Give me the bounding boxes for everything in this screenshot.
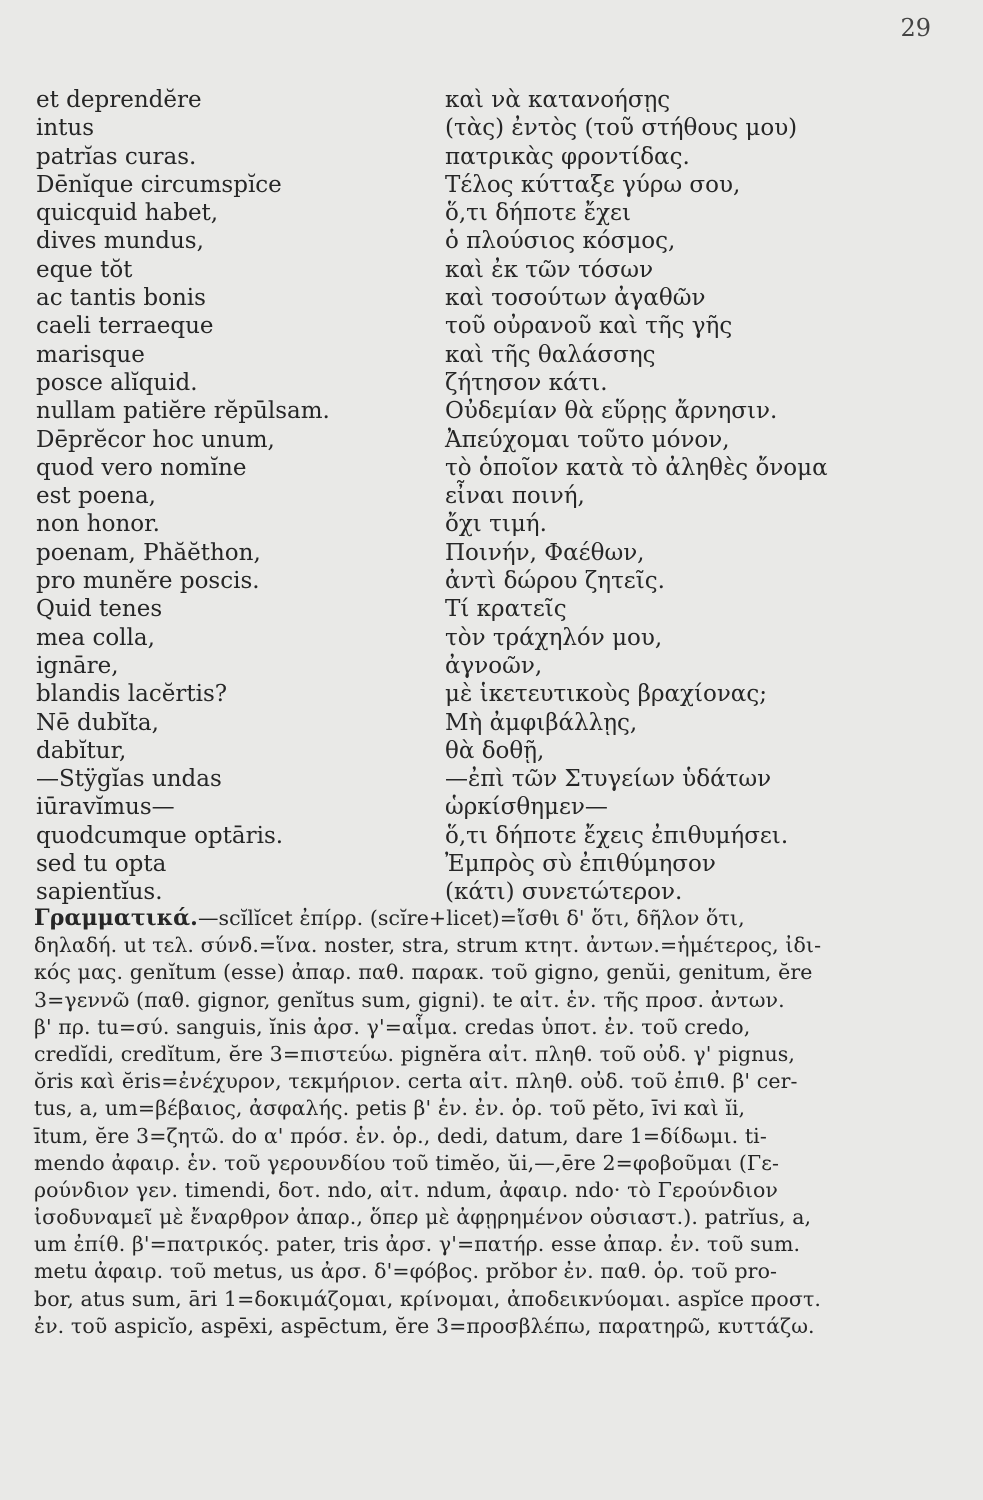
- greek-line: καὶ νὰ κατανοήσῃς: [445, 87, 671, 113]
- latin-line: Dēnĭque circumspĭce: [36, 171, 282, 198]
- greek-line: καὶ ἐκ τῶν τόσων: [445, 256, 654, 283]
- latin-line: ac tantis bonis: [36, 285, 206, 312]
- latin-line: sapientĭus.: [36, 879, 163, 906]
- latin-line: —Stÿgĭas undas: [36, 766, 222, 793]
- greek-line: ἀντὶ δώρου ζητεῖς.: [445, 568, 665, 595]
- greek-line: ὡρκίσθημεν—: [445, 794, 608, 821]
- greek-line: καὶ τῆς θαλάσσης: [445, 341, 656, 368]
- latin-line: dives mundus,: [36, 228, 204, 255]
- latin-line: caeli terraeque: [36, 313, 214, 340]
- grammar-note-text: δηλαδή. ut τελ. σύνδ.=ἵνα. noster, stra, strum κτητ. ἀντων.=ἡμέτερος, ἰδι-: [34, 933, 822, 958]
- grammar-notes: [34, 905, 954, 1340]
- grammar-note-text: tus, a, um=βέβαιος, ἀσφαλής. petis β' ἑν. ἐν. ὁρ. τοῦ pĕto, īvi καὶ ĭi,: [34, 1096, 746, 1121]
- latin-line: Nē dubĭta,: [36, 709, 159, 736]
- greek-line: ὅ,τι δήποτε ἔχεις ἐπιθυμήσει.: [445, 822, 789, 849]
- greek-line: ἀγνοῶν,: [445, 652, 543, 679]
- latin-line: sed tu opta: [36, 851, 167, 878]
- greek-line: Τέλος κύτταξε γύρω σου,: [445, 171, 741, 198]
- latin-line: dabĭtur,: [36, 737, 127, 764]
- latin-line: posce alĭquid.: [36, 369, 198, 396]
- grammar-note-text: um ἐπίθ. β'=πατρικός. pater, tris ἀρσ. γ'=πατήρ. esse ἀπαρ. ἐν. τοῦ sum.: [34, 1232, 801, 1257]
- grammar-note-line: [34, 1177, 954, 1204]
- grammar-note-line: [34, 987, 954, 1014]
- grammar-note-text: bor, atus sum, āri 1=δοκιμάζομαι, κρίνομαι, ἀποδεικνύομαι. aspĭce προστ.: [34, 1286, 822, 1311]
- grammar-note-line: [34, 1313, 954, 1340]
- greek-line: τοῦ οὐρανοῦ καὶ τῆς γῆς: [445, 313, 733, 340]
- grammar-note-line: [34, 1286, 954, 1313]
- greek-line: ὁ πλούσιος κόσμος,: [445, 228, 676, 255]
- latin-line: quod vero nomĭne: [36, 454, 247, 481]
- greek-line: ὄχι τιμή.: [445, 511, 547, 538]
- greek-line: θὰ δοθῇ,: [445, 737, 545, 764]
- grammar-note-text: κός μας. genĭtum (esse) ἀπαρ. παθ. παρακ. τοῦ gigno, genŭi, genitum, ĕre: [34, 960, 813, 985]
- grammar-note-text: —scĭlĭcet ἐπίρρ. (scĭre+licet)=ἴσθι δ' ὅτι, δῆλον ὅτι,: [197, 906, 745, 930]
- greek-line: τὸν τράχηλόν μου,: [445, 624, 663, 651]
- latin-line: iūravĭmus—: [36, 794, 175, 821]
- greek-line: (κάτι) συνετώτερον.: [445, 879, 683, 906]
- greek-line: (τὰς) ἐντὸς (τοῦ στήθους μου): [445, 115, 798, 142]
- greek-line: Μὴ ἀμφιβάλλῃς,: [445, 709, 638, 736]
- grammar-note-line: [34, 1204, 954, 1231]
- latin-line: quicquid habet,: [36, 200, 219, 227]
- latin-line: intus: [36, 115, 95, 142]
- grammar-note-line: [34, 1041, 954, 1068]
- latin-line: et deprendĕre: [36, 87, 202, 113]
- greek-line: εἶναι ποινή,: [445, 483, 585, 510]
- grammar-note-line: [34, 1068, 954, 1095]
- grammar-note-text: ἰσοδυναμεῖ μὲ ἔναρθρον ἀπαρ., ὅπερ μὲ ἀφῃρημένον οὐσιαστ.). patrĭus, a,: [34, 1205, 812, 1230]
- latin-line: ignāre,: [36, 652, 119, 679]
- latin-line: patrĭas curas.: [36, 143, 197, 170]
- greek-line: Τί κρατεῖς: [445, 596, 567, 623]
- greek-line: Ἐμπρὸς σὺ ἐπιθύμησον: [445, 851, 716, 878]
- grammar-note-text: ītum, ĕre 3=ζητῶ. do α' πρόσ. ἑν. ὁρ., dedi, datum, dare 1=δίδωμι. ti-: [34, 1123, 767, 1148]
- grammar-note-line: [34, 932, 954, 959]
- grammar-note-line: [34, 1095, 954, 1122]
- page-number: 29: [900, 14, 931, 42]
- greek-line: καὶ τοσούτων ἀγαθῶν: [445, 285, 706, 312]
- grammar-note-text: ἐν. τοῦ aspicĭo, aspēxi, aspēctum, ĕre 3=προσβλέπω, παρατηρῶ, κυττάζω.: [34, 1313, 815, 1338]
- grammar-note-line: [34, 1150, 954, 1177]
- greek-line: πατρικὰς φροντίδας.: [445, 143, 690, 170]
- latin-line: nullam patiĕre rĕpūlsam.: [36, 398, 330, 425]
- greek-translation-column: [445, 86, 965, 907]
- grammar-note-text: metu ἀφαιρ. τοῦ metus, us ἀρσ. δ'=φόβος. prŏbor ἐν. παθ. ὁρ. τοῦ pro-: [34, 1259, 778, 1284]
- latin-line: Quid tenes: [36, 596, 163, 623]
- grammar-note-line: [34, 905, 954, 932]
- latin-line: poenam, Phăĕthon,: [36, 539, 261, 566]
- grammar-note-line: [34, 1258, 954, 1285]
- greek-line: τὸ ὁποῖον κατὰ τὸ ἀληθὲς ὄνομα: [445, 454, 828, 481]
- latin-text-column: [36, 86, 436, 907]
- greek-line: μὲ ἱκετευτικοὺς βραχίονας;: [445, 681, 767, 708]
- latin-line: blandis lacĕrtis?: [36, 681, 228, 708]
- latin-line: Dēprĕcor hoc unum,: [36, 426, 275, 453]
- grammar-note-line: [34, 1231, 954, 1258]
- grammar-note-text: 3=γεννῶ (παθ. gignor, genĭtus sum, gigni). te αἰτ. ἑν. τῆς προσ. ἀντων.: [34, 987, 785, 1012]
- grammar-note-text: β' πρ. tu=σύ. sanguis, ĭnis ἀρσ. γ'=αἷμα. credas ὑποτ. ἐν. τοῦ credo,: [34, 1014, 751, 1039]
- latin-line: eque tŏt: [36, 256, 133, 283]
- grammar-note-text: ρούνδιον γεν. timendi, δοτ. ndo, αἰτ. ndum, ἀφαιρ. ndo· τὸ Γερούνδιον: [34, 1177, 778, 1202]
- greek-line: ὅ,τι δήποτε ἔχει: [445, 200, 631, 227]
- latin-line: est poena,: [36, 483, 156, 510]
- grammar-note-text: mendo ἀφαιρ. ἑν. τοῦ γερουνδίου τοῦ timĕo, ŭi,—,ēre 2=φοβοῦμαι (Γε-: [34, 1150, 779, 1175]
- greek-line: Ἀπεύχομαι τοῦτο μόνον,: [445, 426, 730, 453]
- greek-line: Ποινήν, Φαέθων,: [445, 539, 645, 566]
- grammar-note-text: credĭdi, credĭtum, ĕre 3=πιστεύω. pignĕra αἰτ. πληθ. τοῦ οὐδ. γ' pignus,: [34, 1041, 796, 1066]
- grammar-note-line: [34, 959, 954, 986]
- greek-line: ζήτησον κάτι.: [445, 369, 608, 396]
- greek-line: —ἐπὶ τῶν Στυγείων ὑδάτων: [445, 766, 772, 793]
- grammar-note-line: [34, 1014, 954, 1041]
- latin-line: pro munĕre poscis.: [36, 568, 260, 595]
- latin-line: quodcumque optāris.: [36, 822, 284, 849]
- grammar-heading: Γραμματικά.: [34, 905, 198, 931]
- latin-line: mea colla,: [36, 624, 155, 651]
- latin-line: non honor.: [36, 511, 160, 538]
- grammar-note-line: [34, 1123, 954, 1150]
- grammar-note-text: ŏris καὶ ĕris=ἐνέχυρον, τεκμήριον. certa αἰτ. πληθ. οὐδ. τοῦ ἐπιθ. β' cer-: [34, 1069, 798, 1094]
- greek-line: Οὐδεμίαν θὰ εὕρῃς ἄρνησιν.: [445, 398, 778, 425]
- latin-line: marisque: [36, 341, 145, 368]
